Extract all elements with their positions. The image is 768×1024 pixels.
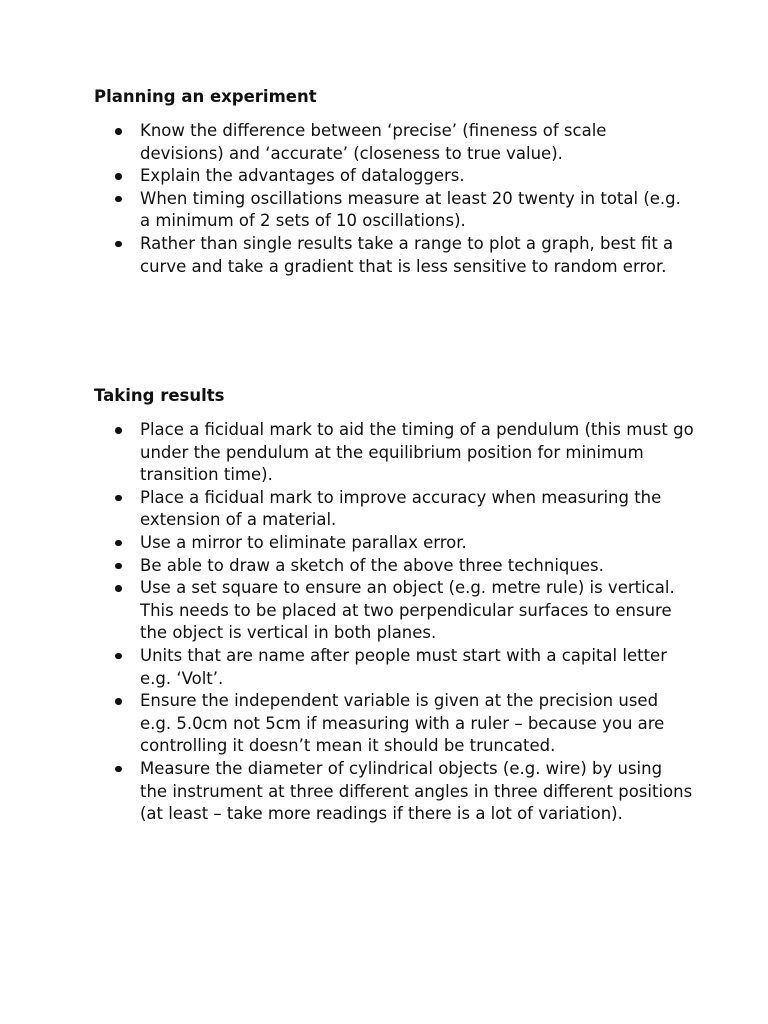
bullet-icon [115, 540, 122, 547]
list-item-text: When timing oscillations measure at least 20 twenty in total (e.g. a minimum of 2 sets of 10 oscillations). [140, 188, 681, 231]
list-item-text: Be able to draw a sketch of the above three techniques. [140, 555, 604, 575]
list-item [94, 487, 694, 532]
bullet-icon [115, 653, 122, 660]
bullet-icon [115, 128, 122, 135]
list-item [94, 419, 694, 487]
section-planning-an-experiment [94, 86, 694, 278]
bullet-icon [115, 241, 122, 248]
bullet-icon [115, 173, 122, 180]
bullet-icon [115, 585, 122, 592]
list-item-text: Use a set square to ensure an object (e.g. metre rule) is vertical. This needs to be placed at two perpendicular surfaces to ensure the object is vertical in both planes. [140, 578, 675, 643]
list-item [94, 690, 694, 758]
bullet-list [94, 120, 694, 278]
section-heading: Planning an experiment [94, 87, 317, 106]
list-item [94, 165, 694, 188]
list-item [94, 577, 694, 645]
list-item [94, 532, 694, 555]
bullet-icon [115, 766, 122, 773]
bullet-icon [115, 698, 122, 705]
list-item-text: Rather than single results take a range to plot a graph, best fit a curve and take a gradient that is less sensitive to random error. [140, 233, 674, 276]
list-item [94, 555, 694, 578]
list-item-text: Units that are name after people must start with a capital letter e.g. ‘Volt’. [140, 645, 667, 688]
list-item [94, 120, 694, 165]
list-item-text: Ensure the independent variable is given at the precision used e.g. 5.0cm not 5cm if measuring with a ruler – because you are controlling it doesn’t mean it should be truncated. [140, 691, 665, 756]
list-item [94, 188, 694, 233]
list-item-text: Place a ficidual mark to improve accuracy when measuring the extension of a material. [140, 487, 662, 530]
bullet-icon [115, 196, 122, 203]
bullet-list [94, 419, 694, 826]
bullet-icon [115, 563, 122, 570]
list-item-text: Measure the diameter of cylindrical objects (e.g. wire) by using the instrument at three different angles in three different positions (at least – take more readings if there is a lot of variation). [140, 758, 693, 824]
list-item [94, 645, 694, 690]
list-item [94, 758, 694, 826]
bullet-icon [115, 427, 122, 434]
list-item-text: Explain the advantages of dataloggers. [140, 166, 465, 186]
list-item-text: Know the difference between ‘precise’ (fineness of scale devisions) and ‘accurate’ (closeness to true value). [140, 121, 607, 163]
section-heading: Taking results [94, 386, 225, 405]
list-item [94, 233, 694, 278]
section-taking-results [94, 385, 694, 826]
bullet-icon [115, 495, 122, 502]
list-item-text: Place a ficidual mark to aid the timing of a pendulum (this must go under the pendulum at the equilibrium position for minimum transition time). [140, 420, 694, 485]
list-item-text: Use a mirror to eliminate parallax error. [140, 532, 467, 552]
